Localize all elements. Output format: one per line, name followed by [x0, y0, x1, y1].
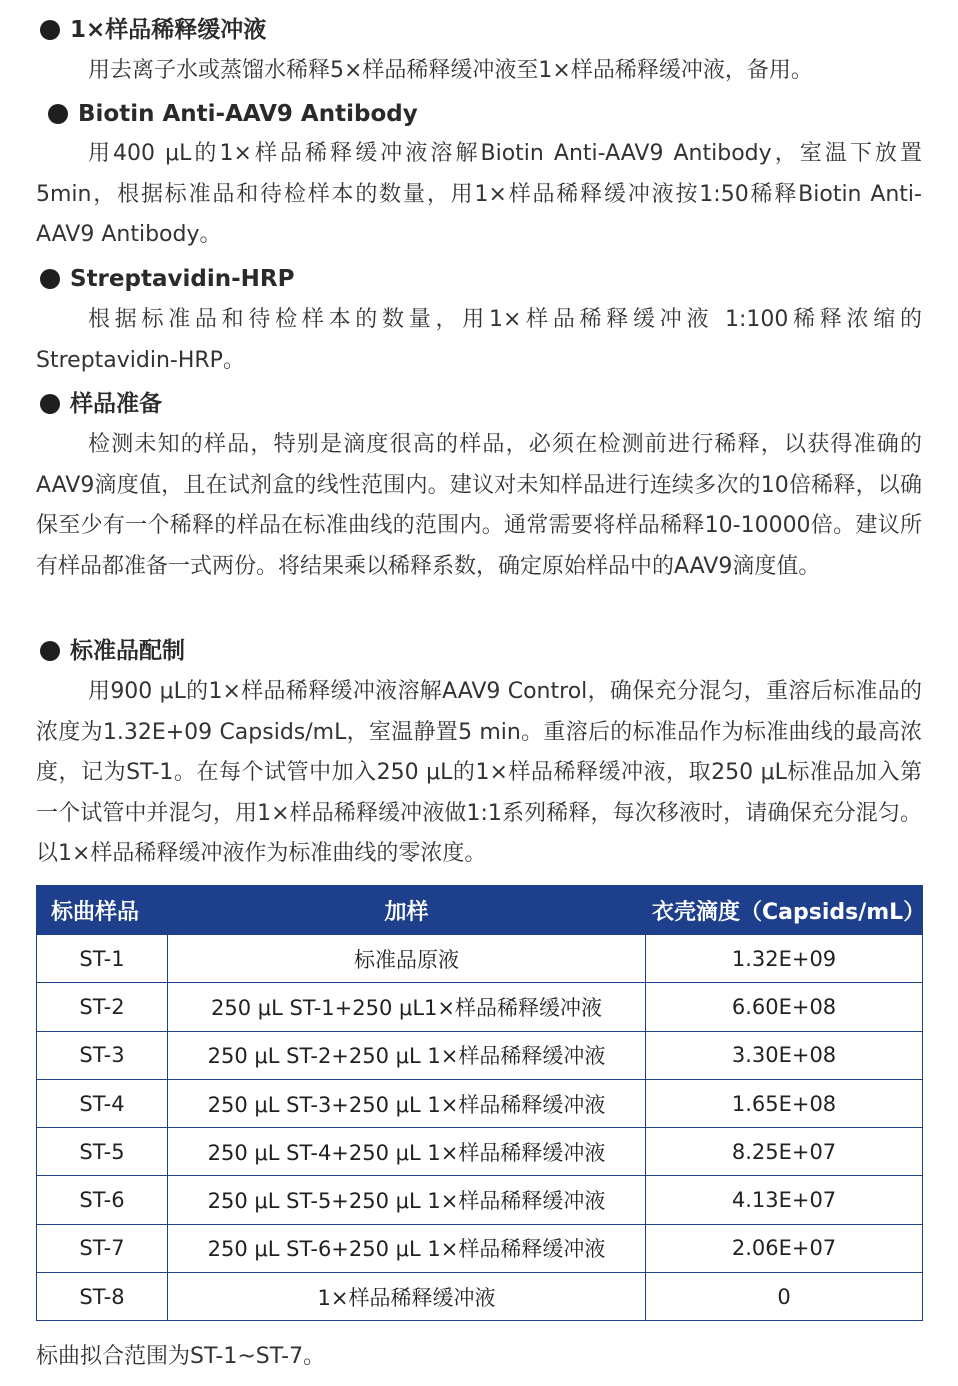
- table-row: [37, 983, 923, 1031]
- cell-loading: 1×样品稀释缓冲液: [168, 1273, 646, 1321]
- standard-curve-table: [36, 885, 926, 1321]
- table-row: [37, 935, 923, 983]
- cell-sample: ST-5: [37, 1128, 168, 1176]
- cell-sample: ST-8: [37, 1273, 168, 1321]
- bullet-icon: [40, 20, 60, 40]
- header-loading: 加样: [168, 886, 646, 935]
- table-row: [37, 1176, 923, 1224]
- table-row: [37, 1128, 923, 1176]
- cell-titer: 1.65E+08: [646, 1079, 923, 1127]
- section-heading-standard-prep: 标准品配制: [40, 636, 185, 666]
- cell-titer: 0: [646, 1273, 923, 1321]
- cell-sample: ST-3: [37, 1031, 168, 1079]
- cell-titer: 2.06E+07: [646, 1224, 923, 1272]
- cell-titer: 6.60E+08: [646, 983, 923, 1031]
- cell-sample: ST-7: [37, 1224, 168, 1272]
- cell-titer: 3.30E+08: [646, 1031, 923, 1079]
- section-heading-biotin-antibody: Biotin Anti-AAV9 Antibody: [48, 99, 418, 129]
- cell-titer: 4.13E+07: [646, 1176, 923, 1224]
- section-text-sample-prep: 检测未知的样品，特别是滴度很高的样品，必须在检测前进行稀释，以获得准确的AAV9滴度值，且在试剂盒的线性范围内。建议对未知样品进行连续多次的10倍稀释，以确保至少有一个稀释的样品在标准曲线的范围内。通常需要将样品稀释10-10000倍。建议所有样品都准备一式两份。将结果乘以稀释系数，确定原始样品中的AAV9滴度值。: [36, 432, 922, 579]
- section-heading-streptavidin-hrp: Streptavidin-HRP: [40, 264, 294, 294]
- cell-sample: ST-4: [37, 1079, 168, 1127]
- section-heading-buffer: 1×样品稀释缓冲液: [40, 15, 266, 45]
- table-row: [37, 1224, 923, 1272]
- bullet-icon: [48, 104, 68, 124]
- table-header-row: [37, 886, 923, 935]
- section-text-buffer: 用去离子水或蒸馏水稀释5×样品稀释缓冲液至1×样品稀释缓冲液，备用。: [88, 58, 813, 83]
- cell-loading: 250 μL ST-5+250 μL 1×样品稀释缓冲液: [168, 1176, 646, 1224]
- bullet-icon: [40, 394, 60, 414]
- section-text-standard-prep: 用900 μL的1×样品稀释缓冲液溶解AAV9 Control，确保充分混匀，重溶后标准品的浓度为1.32E+09 Capsids/mL，室温静置5 min。重溶后的标准品作为标准曲线的最高浓度，记为ST-1。在每个试管中加入250 μL的1×样品稀释缓冲液，取250 μL标准品加入第一个试管中并混匀，用1×样品稀释缓冲液做1:1系列稀释，每次移液时，请确保充分混匀。以1×样品稀释缓冲液作为标准曲线的零浓度。: [36, 679, 922, 866]
- cell-sample: ST-6: [37, 1176, 168, 1224]
- cell-sample: ST-2: [37, 983, 168, 1031]
- cell-loading: 250 μL ST-4+250 μL 1×样品稀释缓冲液: [168, 1128, 646, 1176]
- header-sample: 标曲样品: [37, 886, 168, 935]
- section-text-streptavidin-hrp: 根据标准品和待检样本的数量，用1×样品稀释缓冲液 1:100稀释浓缩的Streptavidin-HRP。: [36, 307, 922, 373]
- cell-sample: ST-1: [37, 935, 168, 983]
- header-titer: 衣壳滴度（Capsids/mL）: [646, 886, 923, 935]
- cell-titer: 1.32E+09: [646, 935, 923, 983]
- cell-titer: 8.25E+07: [646, 1128, 923, 1176]
- bullet-icon: [40, 269, 60, 289]
- table-row: [37, 1273, 923, 1321]
- fit-range-note: 标曲拟合范围为ST-1~ST-7。: [36, 1344, 326, 1369]
- cell-loading: 标准品原液: [168, 935, 646, 983]
- cell-loading: 250 μL ST-2+250 μL 1×样品稀释缓冲液: [168, 1031, 646, 1079]
- section-heading-sample-prep: 样品准备: [40, 389, 162, 419]
- table-row: [37, 1031, 923, 1079]
- cell-loading: 250 μL ST-6+250 μL 1×样品稀释缓冲液: [168, 1224, 646, 1272]
- table-row: [37, 1079, 923, 1127]
- section-text-biotin-antibody: 用400 μL的1×样品稀释缓冲液溶解Biotin Anti-AAV9 Antibody，室温下放置5min，根据标准品和待检样本的数量，用1×样品稀释缓冲液按1:50稀释Biotin Anti-AAV9 Antibody。: [36, 141, 922, 247]
- cell-loading: 250 μL ST-3+250 μL 1×样品稀释缓冲液: [168, 1079, 646, 1127]
- bullet-icon: [40, 641, 60, 661]
- cell-loading: 250 μL ST-1+250 μL1×样品稀释缓冲液: [168, 983, 646, 1031]
